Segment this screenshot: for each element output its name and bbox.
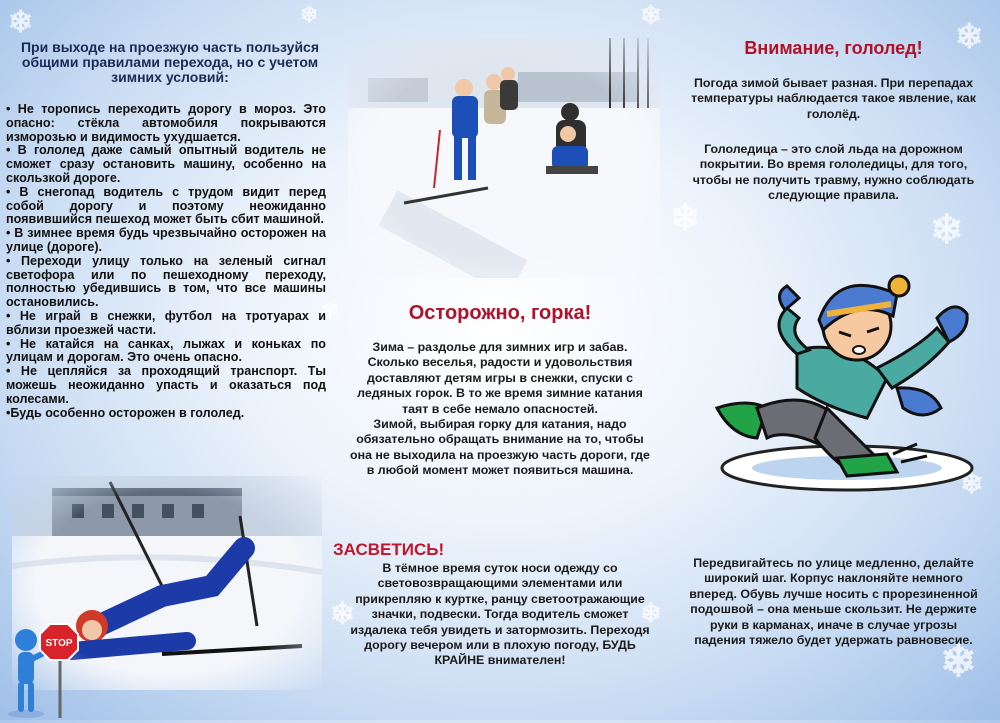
- slide-warning-title: Осторожно, горка!: [408, 302, 592, 324]
- snowflake-icon: ❄: [930, 208, 964, 252]
- rule-item: • Не торопись переходить дорогу в мороз. Это опасно: стёкла автомобиля покрываются изморозью и видимость ухудшается.: [6, 102, 326, 144]
- ice-definition-text: Гололедица – это слой льда на дорожном покрытии. Во время гололедицы, для того, чтобы не получить травму, нужно соблюдать следующие правила.: [692, 142, 975, 203]
- snowflake-icon: ❄: [960, 468, 984, 499]
- snowflake-icon: ❄: [940, 637, 977, 686]
- rule-item: • Переходи улицу только на зеленый сигнал светофора или по пешеходному переходу, полностью убедившись в том, что все машины остановились.: [6, 253, 326, 310]
- snowflake-icon: ❄: [640, 598, 662, 628]
- slide-warning-text: [347, 340, 653, 479]
- snowflake-icon: ❄: [320, 298, 341, 325]
- snowflake-icon: ❄: [8, 6, 34, 39]
- rule-item: • В гололед даже самый опытный водитель не сможет сразу остановить машину, особенно на скользкой дороге.: [6, 143, 326, 185]
- snowflake-icon: ❄: [670, 197, 701, 238]
- reflective-text: В тёмное время суток носи одежду со световозвращающими элементами или прикрепляю к куртке, ранцу светоотражающие значки, подвески. Тогда водитель сможет издалека тебя увидеть и затормозить. Переходя дорогу вечером или в плохую погоду, БУДЬ КРАЙНЕ внимателен!: [350, 561, 650, 668]
- snowflake-icon: ❄: [330, 598, 356, 631]
- slide-paragraph: Зима – раздолье для зимних игр и забав. Сколько веселья, радости и удовольствия доставляют детям игры в снежки, спуски с ледяных горок. В то же время зимние катания таят в себе немало опасностей.: [357, 340, 643, 416]
- rule-item: •Будь особенно осторожен в гололед.: [6, 405, 245, 420]
- ice-warning-title: Внимание, гололед!: [744, 38, 923, 58]
- rule-item: • В снегопад водитель с трудом видит перед собой дорогу и поэтому неожиданно появившийся пешеход может быть сбит машиной.: [6, 184, 326, 227]
- snowflake-icon: ❄: [640, 0, 662, 30]
- rule-item: • В зимнее время будь чрезвычайно осторожен на улице (дороге).: [6, 226, 326, 254]
- snowflake-icon: ❄: [955, 18, 984, 56]
- right-panel: [667, 0, 1000, 720]
- slipping-kid-illustration: [687, 258, 987, 508]
- rule-item: • Не катайся на санках, лыжах и коньках по улицам и дорогам. Это очень опасно.: [6, 336, 326, 365]
- crossing-rules-heading: При выходе на проезжую часть пользуйся общими правилами перехода, но с учетом зимних условий:: [20, 39, 320, 85]
- walking-advice-text: Передвигайтесь по улице медленно, делайте широкий шаг. Корпус наклоняйте немного вперед. Обувь лучше носить с прорезиненной подошвой – она меньше скользит. Не держите руки в карманах, иначе в случае угрозы падения тяжело будет удержать равновесие.: [689, 556, 978, 648]
- stop-sign-label: STOP: [45, 638, 73, 649]
- winter-crossing-rules-list: [6, 103, 326, 420]
- rule-item: • Не играй в снежки, футбол на тротуарах и вблизи проезжей части.: [6, 308, 326, 337]
- rule-item: • Не цепляйся за проходящий транспорт. Ты можешь неожиданно упасть и оказаться под колесами.: [6, 364, 326, 406]
- slide-paragraph: Зимой, выбирая горку для катания, надо обязательно обращать внимание на то, чтобы она не выходила на проезжую часть дороги, где в любой момент может появиться машина.: [350, 417, 650, 478]
- kids-sledding-photo: [348, 38, 660, 278]
- stop-sign-figure: [6, 614, 88, 718]
- snowflake-icon: ❄: [300, 2, 319, 27]
- ice-intro-text: Погода зимой бывает разная. При перепадах температуры наблюдается такое явление, как гололёд.: [691, 76, 976, 121]
- reflective-title: ЗАСВЕТИСЬ!: [333, 540, 445, 559]
